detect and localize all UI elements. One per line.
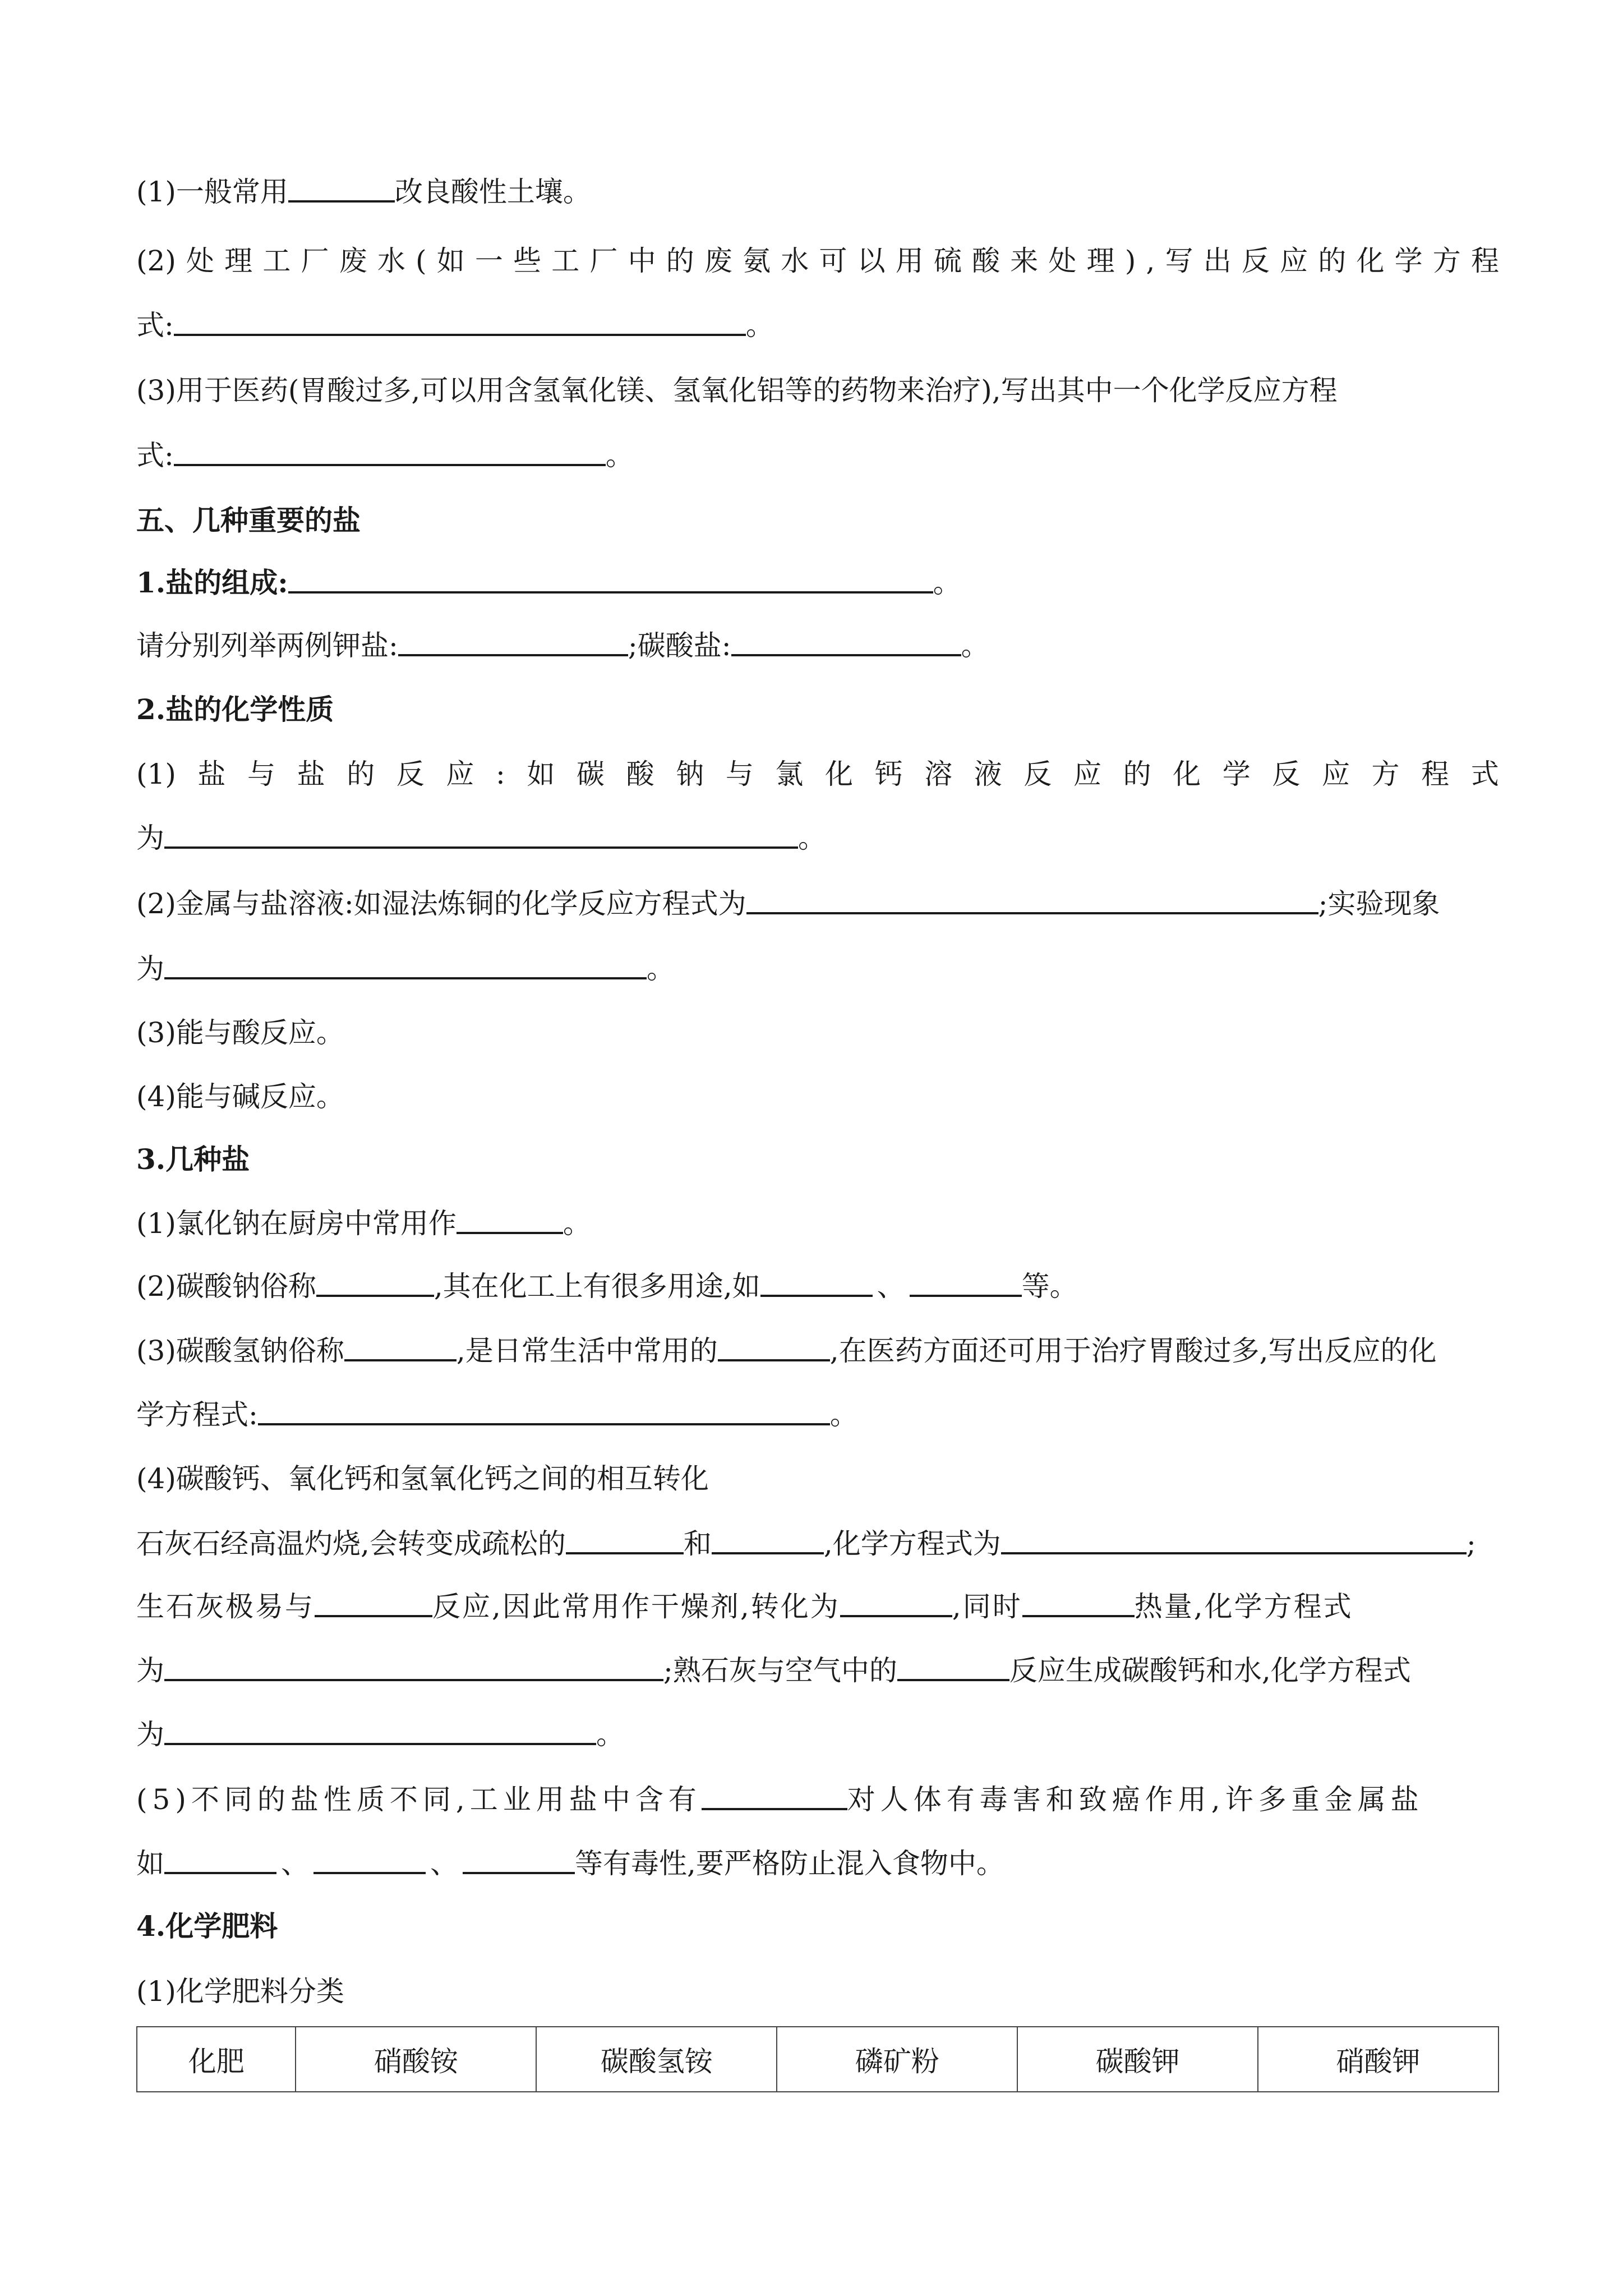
- etc-label: 等。: [1021, 1270, 1078, 1303]
- and-label: 和: [683, 1527, 712, 1560]
- caco3-prompt: 反应生成碳酸钙和水,化学方程式: [1009, 1654, 1411, 1687]
- nahco3-prompt: (3)碳酸氢钠俗称: [136, 1335, 344, 1367]
- such-as-label: 如: [136, 1847, 164, 1880]
- q-char: 氯: [775, 758, 804, 790]
- q-char: 反: [396, 758, 425, 790]
- q3-formula-line: [136, 438, 634, 473]
- q2-char: ): [1124, 245, 1136, 277]
- answer-blank[interactable]: [164, 951, 647, 979]
- q2-char: 中: [628, 245, 656, 277]
- heavy-metal-prompt: 对人体有毒害和致癌作用,许多重金属盐: [847, 1783, 1424, 1816]
- q3-end-label: 式:: [136, 439, 174, 472]
- q-char: 盐: [297, 758, 325, 790]
- q1-prefix: (1)一般常用: [136, 176, 288, 208]
- q2-char: 酸: [972, 245, 1000, 277]
- table-cell: 碳酸氢铵: [536, 2027, 777, 2092]
- daily-use-prompt: ,是日常生活中常用的: [456, 1335, 718, 1367]
- answer-blank[interactable]: [463, 1846, 575, 1874]
- section-title: 五、几种重要的盐: [136, 504, 361, 537]
- q-char: 如: [527, 758, 555, 790]
- q2-char: 学: [1394, 245, 1423, 277]
- answer-blank[interactable]: [457, 1206, 563, 1234]
- q2-char: 一: [474, 245, 503, 277]
- q-char: 学: [1222, 758, 1251, 790]
- quicklime-line: [136, 1589, 1353, 1625]
- slaked-lime-line: [136, 1653, 1411, 1688]
- salt-examples: [136, 628, 989, 664]
- answer-blank[interactable]: [288, 565, 933, 593]
- limestone-line: [136, 1526, 1476, 1562]
- separator: 、: [281, 1847, 309, 1880]
- period: 。: [647, 953, 675, 985]
- q-char: 与: [725, 758, 754, 790]
- fertilizer-table: [136, 2026, 1499, 2092]
- q1-suffix: 改良酸性土壤。: [394, 176, 591, 208]
- fertilizer-classification: (1)化学肥料分类: [136, 1975, 344, 2008]
- answer-blank[interactable]: [398, 628, 628, 656]
- bicarbonate-formula-line: [136, 1397, 858, 1433]
- sodium-chloride: [136, 1205, 591, 1241]
- heavy-metal-examples: [136, 1846, 1004, 1881]
- react-with-acid: (3)能与酸反应。: [136, 1016, 344, 1049]
- q-char: 化: [1173, 758, 1201, 790]
- answer-blank[interactable]: [164, 1846, 276, 1874]
- q2-char: 化: [1356, 245, 1385, 277]
- limestone-prompt: 石灰石经高温灼烧,会转变成疏松的: [136, 1527, 566, 1560]
- heat-prompt: 热量,化学方程式: [1134, 1590, 1353, 1623]
- subsection-label: 1.盐的组成:: [136, 566, 288, 599]
- wei-label: 为: [136, 1718, 164, 1751]
- answer-blank[interactable]: [174, 308, 746, 336]
- subsection-label: 2.盐的化学性质: [136, 693, 334, 726]
- answer-blank[interactable]: [164, 1653, 663, 1681]
- answer-blank[interactable]: [313, 1846, 426, 1874]
- answer-blank[interactable]: [1022, 1589, 1135, 1617]
- q2-char: (: [416, 245, 427, 277]
- q2-char: 硫: [933, 245, 962, 277]
- table-cell: 碳酸钾: [1017, 2027, 1258, 2092]
- answer-blank[interactable]: [316, 1269, 434, 1297]
- q2-char: 的: [666, 245, 694, 277]
- q2-char: 来: [1010, 245, 1039, 277]
- period: 。: [562, 1207, 591, 1240]
- q2-end-label: 式:: [136, 309, 174, 342]
- q2-char: 以: [857, 245, 886, 277]
- slaked-lime-formula-line: [136, 1717, 624, 1752]
- q-char: 液: [974, 758, 1002, 790]
- period: 。: [961, 629, 989, 662]
- separator: 、: [877, 1270, 905, 1303]
- q2-char: 水: [781, 245, 809, 277]
- wei-label: 为: [136, 822, 164, 854]
- q2-char: ,: [1146, 245, 1155, 277]
- q2-char: 的: [1318, 245, 1347, 277]
- answer-blank[interactable]: [566, 1526, 684, 1554]
- answer-blank[interactable]: [258, 1397, 830, 1425]
- potassium-salt-prompt: 请分别列举两例钾盐:: [136, 629, 398, 662]
- q-char: 应: [446, 758, 474, 790]
- q-char: 应: [1073, 758, 1101, 790]
- react-with-base: (4)能与碱反应。: [136, 1080, 344, 1113]
- q-char: 应: [1321, 758, 1350, 790]
- q2-char: (2): [136, 245, 176, 277]
- answer-blank[interactable]: [164, 821, 798, 849]
- q2-char: 工: [551, 245, 580, 277]
- subsection-label: 4.化学肥料: [136, 1910, 278, 1943]
- answer-blank[interactable]: [702, 1782, 847, 1810]
- q2-char: 方: [1432, 245, 1461, 277]
- answer-blank[interactable]: [288, 174, 395, 203]
- q2-char: 氨: [743, 245, 771, 277]
- metal-salt-phenomenon-line: [136, 951, 675, 987]
- industrial-salt-prompt: (5)不同的盐性质不同,工业用盐中含有: [136, 1783, 702, 1816]
- q-char: 程: [1421, 758, 1450, 790]
- q-char: 钙: [874, 758, 903, 790]
- q3-text: (3)用于医药(胃酸过多,可以用含氢氧化镁、氢氧化铝等的药物来治疗),写出其中一个化学反应方程: [136, 374, 1338, 407]
- q-char: 的: [1123, 758, 1151, 790]
- salt-composition: [136, 565, 961, 601]
- q2-formula-line: [136, 307, 774, 343]
- quicklime-prompt: 生石灰极易与: [136, 1590, 315, 1623]
- q2-char: 如: [436, 245, 465, 277]
- q2-char: 出: [1203, 245, 1232, 277]
- answer-blank[interactable]: [1001, 1526, 1467, 1554]
- period: 。: [745, 309, 774, 342]
- formula-prompt: ,化学方程式为: [823, 1527, 1001, 1560]
- semicolon: ;: [1466, 1527, 1476, 1560]
- answer-blank[interactable]: [164, 1717, 596, 1745]
- answer-blank[interactable]: [344, 1333, 457, 1361]
- answer-blank[interactable]: [718, 1333, 830, 1361]
- q-char: (1): [136, 758, 176, 790]
- q-char: 反: [1272, 758, 1301, 790]
- q2-char: 工: [262, 245, 291, 277]
- table-cell: 硝酸钾: [1258, 2027, 1498, 2092]
- q2-char: 理: [1086, 245, 1115, 277]
- period: 。: [829, 1398, 858, 1431]
- toxic-warning: 等有毒性,要严格防止混入食物中。: [575, 1847, 1004, 1880]
- q-char: 化: [825, 758, 853, 790]
- q-char: 的: [347, 758, 375, 790]
- answer-blank[interactable]: [840, 1589, 952, 1617]
- sodium-carbonate: [136, 1268, 1078, 1304]
- q2-char: 反: [1241, 245, 1270, 277]
- period: 。: [933, 567, 961, 599]
- answer-blank[interactable]: [315, 1589, 432, 1617]
- q2-char: 理: [224, 245, 253, 277]
- table-cell: 磷矿粉: [777, 2027, 1017, 2092]
- q2-wastewater: [136, 243, 1499, 279]
- answer-blank[interactable]: [746, 886, 1318, 914]
- q-char: 酸: [626, 758, 654, 790]
- q2-char: 应: [1280, 245, 1308, 277]
- q-char: 碳: [577, 758, 605, 790]
- phenomenon-prompt: ;实验现象: [1318, 887, 1440, 920]
- table-cell: 硝酸铵: [296, 2027, 536, 2092]
- q-char: 溶: [924, 758, 953, 790]
- q2-char: 写: [1165, 245, 1193, 277]
- answer-blank[interactable]: [731, 628, 961, 656]
- salt-salt-reaction: [136, 756, 1499, 792]
- desiccant-prompt: 反应,因此常用作干燥剂,转化为: [432, 1590, 840, 1623]
- wei-label: 为: [136, 953, 164, 985]
- table-header-cell: 化肥: [137, 2027, 296, 2092]
- answer-blank[interactable]: [174, 438, 606, 466]
- q3-medicine: [136, 372, 1338, 408]
- answer-blank[interactable]: [760, 1269, 873, 1297]
- q2-char: 用: [895, 245, 924, 277]
- q2-char: 程: [1470, 245, 1499, 277]
- q2-char: 水: [377, 245, 405, 277]
- period: 。: [798, 822, 826, 854]
- medicine-prompt: ,在医药方面还可用于治疗胃酸过多,写出反应的化: [829, 1335, 1437, 1367]
- q1-lime-soil: [136, 174, 591, 210]
- na2co3-prompt: (2)碳酸钠俗称: [136, 1270, 316, 1303]
- q-char: 方: [1371, 758, 1400, 790]
- carbonate-prompt: ;碳酸盐:: [628, 629, 731, 662]
- q-char: 盐: [197, 758, 226, 790]
- q2-char: 废: [704, 245, 732, 277]
- formula-label: 学方程式:: [136, 1398, 258, 1431]
- uses-prompt: ,其在化工上有很多用途,如: [434, 1270, 760, 1303]
- metal-salt-prompt: (2)金属与盐溶液:如湿法炼铜的化学反应方程式为: [136, 887, 746, 920]
- subsection-label: 3.几种盐: [136, 1143, 250, 1176]
- meanwhile-label: ,同时: [952, 1590, 1022, 1623]
- answer-blank[interactable]: [897, 1653, 1009, 1681]
- answer-blank[interactable]: [712, 1526, 824, 1554]
- q2-char: 废: [339, 245, 367, 277]
- q-char: 与: [247, 758, 276, 790]
- separator: 、: [430, 1847, 458, 1880]
- metal-salt-reaction: [136, 886, 1440, 922]
- q-char: :: [495, 758, 505, 790]
- q-char: 钠: [676, 758, 704, 790]
- calcium-conversion-title: (4)碳酸钙、氧化钙和氢氧化钙之间的相互转化: [136, 1462, 709, 1495]
- slaked-lime-prompt: ;熟石灰与空气中的: [663, 1654, 897, 1687]
- q2-char: 些: [513, 245, 542, 277]
- q2-char: 厂: [301, 245, 329, 277]
- wei-label: 为: [136, 1654, 164, 1687]
- nacl-prompt: (1)氯化钠在厨房中常用作: [136, 1207, 457, 1240]
- table-row: [137, 2027, 1498, 2092]
- salt-salt-formula-line: [136, 820, 826, 856]
- q-char: 式: [1470, 758, 1499, 790]
- q-char: 反: [1023, 758, 1052, 790]
- period: 。: [605, 439, 634, 472]
- toxic-salt-line: [136, 1782, 1424, 1818]
- q2-char: 处: [186, 245, 214, 277]
- q2-char: 可: [819, 245, 847, 277]
- sodium-bicarbonate: [136, 1333, 1437, 1369]
- answer-blank[interactable]: [910, 1269, 1022, 1297]
- period: 。: [596, 1718, 624, 1751]
- q2-char: 处: [1048, 245, 1077, 277]
- q2-char: 厂: [589, 245, 618, 277]
